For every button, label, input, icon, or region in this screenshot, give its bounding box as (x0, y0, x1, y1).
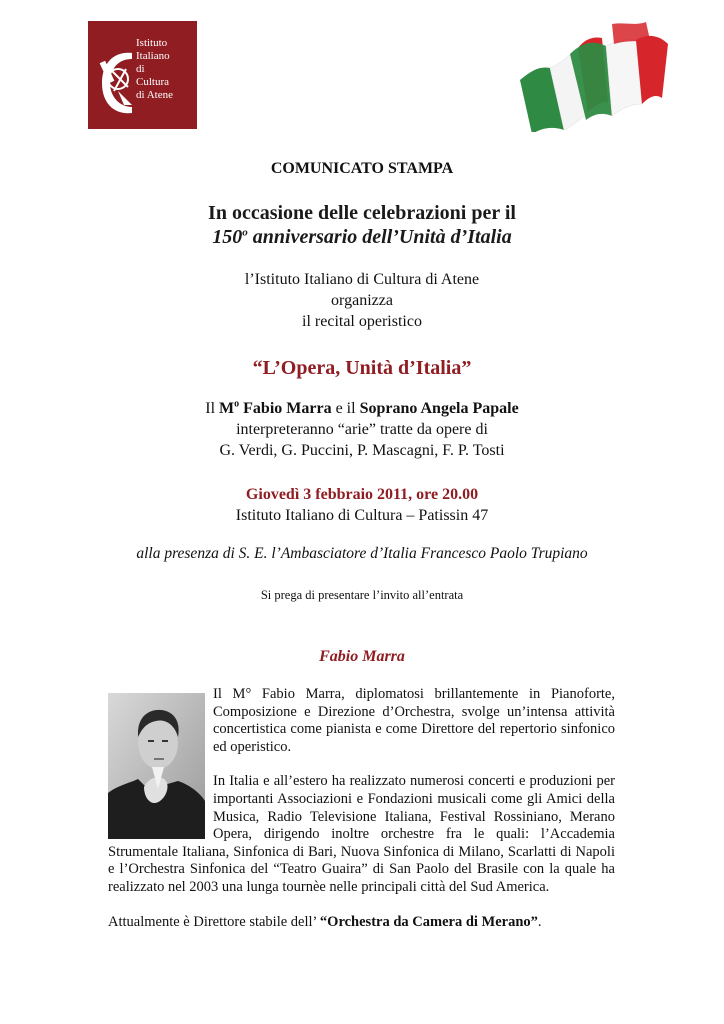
maestro-name: Fabio Marra (239, 400, 332, 417)
performers-mid: e il (331, 400, 360, 417)
schedule-block (0, 484, 724, 526)
performers-block (0, 398, 724, 461)
intro-block (0, 269, 724, 332)
logo-line: Istituto (136, 37, 168, 49)
intro-line2: organizza (331, 292, 393, 309)
logo-text (136, 37, 173, 102)
bio-text (108, 686, 615, 931)
bio-paragraph-1: Il M° Fabio Marra, diplomatosi brillantemente in Pianoforte, Composizione e Direzione d’Orchestra, svolge un’intensa attività concertistica come pianista e come Direttore del repertorio sinfonico ed operistico. (213, 686, 615, 755)
performers-line1 (0, 398, 724, 419)
intro-line3: il recital operistico (302, 313, 422, 330)
performers-line2: interpreteranno “arie” tratte da opere di (236, 421, 488, 438)
bio-heading: Fabio Marra (319, 648, 405, 665)
maestro-abbr: M (219, 400, 235, 417)
performers-line3: G. Verdi, G. Puccini, P. Mascagni, F. P. Tosti (219, 442, 505, 459)
logo-line: Italiano (136, 50, 170, 62)
italian-flag-icon (512, 20, 670, 132)
bio-paragraph-3 (108, 914, 615, 932)
bio-paragraph-2: In Italia e all’estero ha realizzato numerosi concerti e produzioni per importanti Associazioni e Fondazioni musicali come gli Amici della Musica, Radio Televisione Italiana, Festival Rossiniano, Merano Opera, dirigendo inoltre orchestre fra le quali: l’Accademia Strumentale Italiana, Sinfonica di Bari, Nuova Sinfonica di Milano, Scarlatti di Napoli e l’Orchestra Sinfonica del “Teatro Guaira” di San Paolo del Brasile con la quale ha realizzato nel 2003 una lunga tournèe nelle principali città del Sud America. (108, 773, 615, 895)
logo-line: Cultura (136, 76, 169, 88)
headline (0, 201, 724, 249)
maestro-sup: o (234, 398, 240, 410)
institute-logo (88, 21, 197, 129)
headline-number: 150 (212, 226, 243, 248)
soprano-name: Soprano Angela Papale (359, 400, 519, 417)
event-date: Giovedì 3 febbraio 2011, ore 20.00 (245, 486, 479, 503)
invite-note: Si prega di presentare l’invito all’entrata (260, 588, 464, 602)
press-release-label: COMUNICATO STAMPA (270, 160, 454, 177)
performers-pre: Il (205, 400, 220, 417)
event-title: “L’Opera, Unità d’Italia” (252, 357, 472, 379)
headline-ordinal: o (242, 226, 248, 239)
intro-line1: l’Istituto Italiano di Cultura di Atene (244, 271, 480, 288)
event-venue: Istituto Italiano di Cultura – Patissin 47 (235, 507, 489, 524)
bio-p3-pre: Attualmente è Direttore stabile dell’ (108, 913, 320, 930)
bio-p3-post: . (537, 913, 542, 930)
orchestra-name: “Orchestra da Camera di Merano” (319, 913, 538, 930)
photo-spacer (108, 686, 213, 839)
headline-line1: In occasione delle celebrazioni per il (208, 202, 516, 224)
headline-rest: anniversario dell’Unità d’Italia (247, 226, 512, 248)
logo-line: di (136, 63, 145, 75)
ambassador-line: alla presenza di S. E. l’Ambasciatore d’Italia Francesco Paolo Trupiano (136, 545, 588, 562)
headline-line2 (0, 225, 724, 249)
logo-line: di Atene (136, 89, 173, 101)
